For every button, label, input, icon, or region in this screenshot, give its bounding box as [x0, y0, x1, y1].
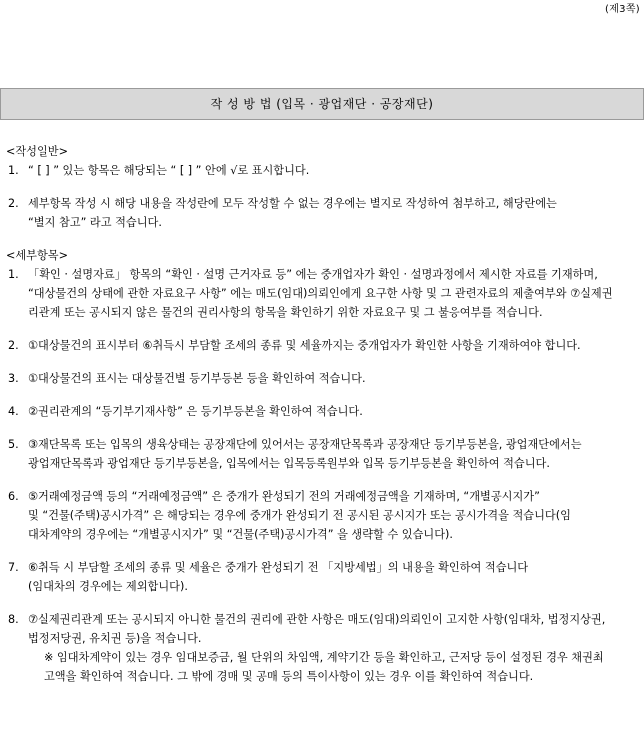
item-number: 8.	[8, 613, 19, 626]
note-line: 고액을 확인하여 적습니다. 그 밖에 경매 및 공매 등의 특이사항이 있는 경우 이를 확인하여 적습니다.	[44, 670, 534, 683]
page-title: 작 성 방 법 (입목 · 광업재단 · 공장재단)	[0, 88, 644, 120]
item-number: 1.	[8, 164, 19, 177]
item-number: 4.	[8, 405, 19, 418]
item-line: “대상물건의 상태에 관한 자료요구 사항” 에는 매도(임대)의뢰인에게 요구한 사항 및 그 관련자료의 제출여부와 ⑦실제권	[28, 287, 613, 300]
item-number: 2.	[8, 197, 19, 210]
item-line: “별지 참고” 라고 적습니다.	[28, 216, 162, 229]
item-line: ①대상물건의 표시는 대상물건별 등기부등본 등을 확인하여 적습니다.	[28, 372, 366, 385]
detail-item-8	[6, 610, 644, 686]
item-number: 7.	[8, 561, 19, 574]
item-line: ②권리관계의 “등기부기재사항” 은 등기부등본을 확인하여 적습니다.	[28, 405, 363, 418]
item-number: 6.	[8, 490, 19, 503]
instructions-body	[6, 142, 644, 686]
detail-section-heading: <세부항목>	[6, 249, 68, 262]
item-line: “ [ ] ” 있는 항목은 해당되는 “ [ ] ” 안에 √로 표시합니다.	[28, 164, 310, 177]
general-item-2	[6, 194, 644, 232]
detail-item-7	[6, 558, 644, 596]
item-line: 및 “건물(주택)공시가격” 은 해당되는 경우에 중개가 완성되기 전 공시된 공시지가 또는 공시가격을 적습니다(임	[28, 509, 571, 522]
page-number: (제3쪽)	[605, 4, 640, 15]
item-line: ⑤거래예정금액 등의 “거래예정금액” 은 중개가 완성되기 전의 거래예정금액을 기재하며, “개별공시지가”	[28, 490, 540, 503]
item-line: 리관계 또는 공시되지 않은 물건의 권리사항의 항목을 확인하기 위한 자료요구 및 그 불응여부를 적습니다.	[28, 306, 543, 319]
detail-item-6	[6, 487, 644, 544]
item-line: (임대차의 경우에는 제외합니다).	[28, 580, 188, 593]
item-line: ⑦실제권리관계 또는 공시되지 아니한 물건의 권리에 관한 사항은 매도(임대)의뢰인이 고지한 사항(임대차, 법정지상권,	[28, 613, 606, 626]
general-section-heading: <작성일반>	[6, 145, 68, 158]
item-line: 법정저당권, 유치권 등)을 적습니다.	[28, 632, 202, 645]
item-line: 세부항목 작성 시 해당 내용을 작성란에 모두 작성할 수 없는 경우에는 별지로 작성하여 첨부하고, 해당란에는	[28, 197, 557, 210]
item-note	[28, 648, 644, 686]
item-number: 3.	[8, 372, 19, 385]
item-number: 1.	[8, 268, 19, 281]
item-number: 2.	[8, 339, 19, 352]
item-line: 대차계약의 경우에는 “개별공시지가” 및 “건물(주택)공시가격” 을 생략할 수 있습니다).	[28, 528, 453, 541]
item-line: 「확인 · 설명자료」 항목의 “확인 · 설명 근거자료 등” 에는 중개업자가 확인 · 설명과정에서 제시한 자료를 기재하며,	[28, 268, 598, 281]
note-line: ※ 임대차계약이 있는 경우 임대보증금, 월 단위의 차임액, 계약기간 등을 확인하고, 근저당 등이 설정된 경우 채권최	[44, 651, 604, 664]
item-line: 광업재단목록과 광업재단 등기부등본을, 입목에서는 입목등록원부와 입목 등기부등본을 확인하여 적습니다.	[28, 457, 550, 470]
item-line: ③재단목록 또는 입목의 생육상태는 공장재단에 있어서는 공장재단목록과 공장재단 등기부등본을, 광업재단에서는	[28, 438, 582, 451]
item-number: 5.	[8, 438, 19, 451]
item-line: ①대상물건의 표시부터 ⑥취득시 부담할 조세의 종류 및 세율까지는 중개업자가 확인한 사항을 기재하여야 합니다.	[28, 339, 581, 352]
detail-item-3	[6, 369, 644, 388]
detail-item-4	[6, 402, 644, 421]
general-item-1	[6, 161, 644, 180]
detail-item-1	[6, 265, 644, 322]
item-line: ⑥취득 시 부담할 조세의 종류 및 세율은 중개가 완성되기 전 「지방세법」의 내용을 확인하여 적습니다	[28, 561, 529, 574]
detail-item-2	[6, 336, 644, 355]
detail-item-5	[6, 435, 644, 473]
